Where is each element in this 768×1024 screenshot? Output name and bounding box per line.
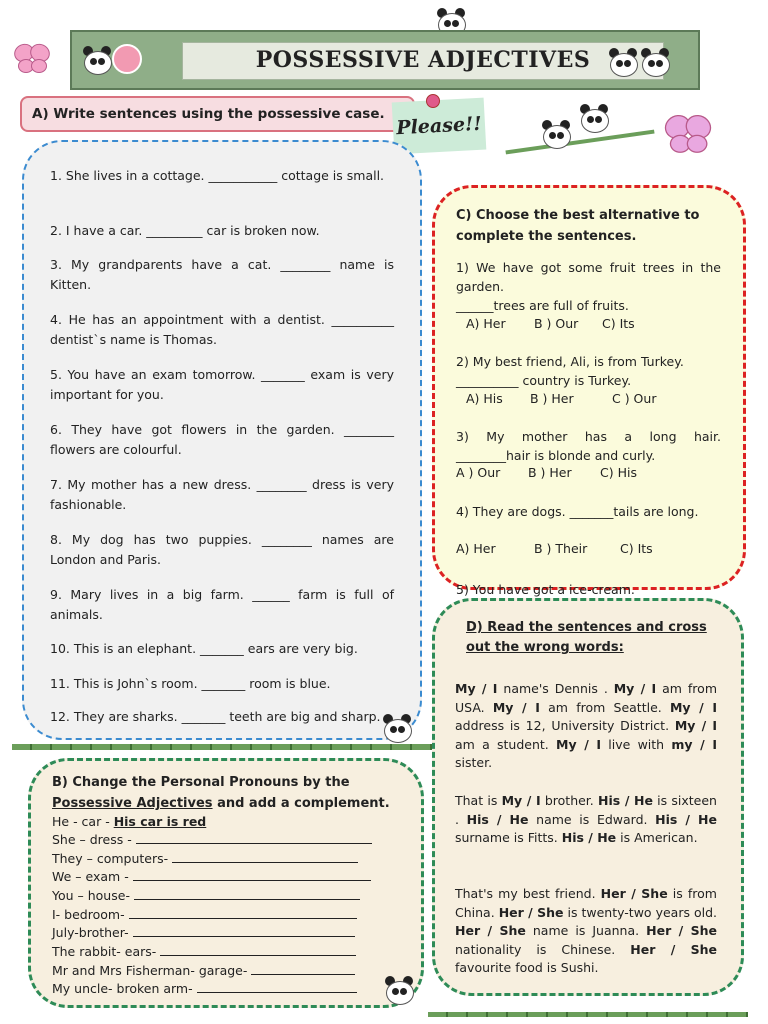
prompt-text: The rabbit- ears-: [52, 944, 157, 959]
option-c: C) Its: [602, 316, 635, 331]
paragraph-text: is sixteen .: [455, 793, 717, 827]
section-a-label: A) Write sentences using the possessive case.: [20, 96, 415, 132]
exercise-a-item: 4. He has an appointment with a dentist. __________ dentist`s name is Thomas.: [50, 312, 394, 347]
panda-icon: [382, 976, 416, 1006]
pronoun-choice[interactable]: My / I: [613, 681, 657, 696]
option-c: C ) Our: [612, 391, 657, 406]
paragraph-text: That's my best friend.: [455, 886, 601, 901]
section-a-box: [22, 140, 422, 740]
section-b-title-keyword: Possessive Adjectives: [52, 796, 213, 811]
exercise-a-item: 7. My mother has a new dress. ________ dress is very fashionable.: [50, 477, 394, 512]
paragraph-text: am from USA.: [455, 681, 717, 715]
pronoun-choice[interactable]: His / He: [598, 793, 653, 808]
panda-icon: [380, 714, 414, 744]
exercise-a-item: 5. You have an exam tomorrow. _______ exam is very important for you.: [50, 367, 394, 402]
question-text: 4) They are dogs. _______tails are long.: [456, 504, 699, 519]
option-a: A) Her: [456, 541, 496, 556]
pronoun-choice[interactable]: My / I: [501, 793, 541, 808]
option-b: B ) Her: [530, 391, 574, 406]
option-c: C) His: [600, 465, 637, 480]
option-a: A ) Our: [456, 465, 501, 480]
paragraph-juanna: [455, 885, 717, 978]
paragraph-text: am from Seattle.: [539, 699, 670, 715]
prompt-line: [52, 980, 357, 998]
paragraph-text: am a student.: [455, 736, 556, 752]
exercise-a-item: 9. Mary lives in a big farm. ______ farm is full of animals.: [50, 587, 394, 622]
example-prompt: He - car -: [52, 814, 114, 829]
exercise-a-item: 12. They are sharks. _______ teeth are big and sharp.: [50, 709, 381, 724]
prompt-line: [52, 962, 355, 980]
pin-icon: [426, 94, 440, 108]
exercise-a-item: 1. She lives in a cottage. ___________ cottage is small.: [50, 168, 385, 183]
pronoun-choice[interactable]: His / He: [561, 830, 617, 845]
prompt-line: [52, 850, 358, 868]
pronoun-choice[interactable]: Her / She: [455, 923, 526, 938]
prompt-text: Mr and Mrs Fisherman- garage-: [52, 963, 248, 978]
answer-blank[interactable]: [160, 944, 356, 956]
exercise-a-item: 8. My dog has two puppies. ________ names are London and Paris.: [50, 532, 394, 567]
question-text: 3) My mother has a long hair.: [456, 429, 721, 444]
question-text: ________hair is blonde and curly.: [456, 448, 656, 463]
panda-bamboo-illustration: [505, 100, 655, 175]
prompt-text: They – computers-: [52, 851, 169, 866]
answer-blank[interactable]: [136, 832, 372, 844]
bamboo-divider-bottom: [428, 1012, 748, 1017]
paragraph-text: name is Juanna.: [525, 923, 647, 938]
prompt-line: [52, 943, 356, 961]
question-text: __________ country is Turkey.: [456, 373, 632, 388]
section-b-title-text: and add a complement.: [212, 796, 390, 811]
answer-blank[interactable]: [133, 869, 371, 881]
prompt-text: You – house-: [52, 888, 130, 903]
panda-icon: [577, 104, 611, 134]
paragraph-text: That is: [455, 793, 502, 808]
section-d-title: D) Read the sentences and cross out the wrong words:: [466, 620, 707, 655]
exercise-a-item: 11. This is John`s room. _______ room is blue.: [50, 676, 331, 691]
panda-icon: [539, 120, 573, 150]
prompt-text: She – dress -: [52, 832, 132, 847]
prompt-line: [52, 831, 372, 849]
answer-blank[interactable]: [134, 888, 360, 900]
pronoun-choice[interactable]: My / I: [674, 718, 717, 733]
prompt-line: [52, 887, 360, 905]
example-line: [52, 813, 206, 831]
question-text: 2) My best friend, Ali, is from Turkey.: [456, 354, 684, 369]
prompt-text: We – exam -: [52, 869, 129, 884]
question-text: 5) You have got a ice-cream.: [456, 582, 635, 597]
question-text: ______trees are full of fruits.: [456, 298, 629, 313]
answer-blank[interactable]: [129, 907, 357, 919]
butterfly-icon: [12, 42, 52, 78]
pronoun-choice[interactable]: His / He: [655, 811, 717, 827]
question-text: 1) We have got some fruit trees in the garden.: [456, 260, 721, 294]
flower-icon: [112, 44, 142, 74]
paragraph-text: sister.: [455, 755, 493, 770]
panda-icon: [638, 48, 672, 78]
exercise-a-item: 10. This is an elephant. _______ ears are very big.: [50, 641, 358, 656]
panda-icon: [606, 48, 640, 78]
paragraph-text: nationality is Chinese.: [455, 941, 631, 957]
option-a: A) His: [466, 391, 503, 406]
answer-blank[interactable]: [133, 925, 355, 937]
paragraph-text: name is Edward.: [528, 811, 656, 827]
paragraph-text: live with: [601, 736, 672, 752]
paragraph-dennis: [455, 680, 717, 773]
panda-icon: [80, 46, 114, 76]
paragraph-text: name's Dennis .: [497, 681, 614, 696]
pronoun-choice[interactable]: Her / She: [600, 886, 668, 901]
answer-blank[interactable]: [251, 963, 355, 975]
paragraph-text: is American.: [616, 830, 698, 845]
prompt-line: [52, 868, 371, 886]
section-c-title: C) Choose the best alternative to complete the sentences.: [456, 208, 700, 244]
section-b-title-text: B) Change the Personal Pronouns by the: [52, 775, 350, 790]
paragraph-text: is twenty-two years old.: [563, 904, 718, 920]
paragraph-edward: [455, 792, 717, 848]
pronoun-choice[interactable]: My / I: [455, 681, 498, 696]
title-banner: [70, 30, 700, 90]
pronoun-choice[interactable]: My / I: [669, 699, 717, 715]
option-b: B ) Her: [528, 465, 572, 480]
pronoun-choice[interactable]: Her / She: [646, 923, 717, 938]
answer-blank[interactable]: [197, 981, 357, 993]
please-note: Please!!: [392, 98, 487, 155]
butterfly-icon: [662, 113, 714, 160]
paragraph-text: brother.: [540, 793, 599, 808]
option-c: C) Its: [620, 541, 653, 556]
paragraph-text: address is 12, University District.: [455, 718, 675, 733]
prompt-text: July-brother-: [52, 925, 129, 940]
prompt-text: I- bedroom-: [52, 907, 125, 922]
pronoun-choice[interactable]: Her / She: [630, 941, 717, 957]
prompt-text: My uncle- broken arm-: [52, 981, 193, 996]
paragraph-text: surname is Fitts.: [455, 830, 562, 845]
title-panel: [182, 42, 664, 80]
pronoun-choice[interactable]: my / I: [671, 736, 717, 752]
paragraph-text: favourite food is Sushi.: [455, 960, 599, 975]
option-b: B ) Our: [534, 316, 579, 331]
example-answer: His car is red: [113, 814, 207, 829]
paragraph-text: is from China.: [455, 886, 717, 920]
exercise-a-item: 3. My grandparents have a cat. ________ name is Kitten.: [50, 257, 394, 292]
pronoun-choice[interactable]: My / I: [492, 699, 540, 715]
exercise-a-item: 6. They have got flowers in the garden. ________ flowers are colourful.: [50, 422, 394, 457]
bamboo-divider-top: [12, 744, 432, 750]
prompt-line: [52, 924, 355, 942]
page-title: POSSESSIVE ADJECTIVES: [255, 47, 591, 73]
pronoun-choice[interactable]: My / I: [556, 736, 602, 752]
answer-blank[interactable]: [172, 851, 358, 863]
prompt-line: [52, 906, 357, 924]
exercise-a-item: 2. I have a car. _________ car is broken now.: [50, 223, 320, 238]
pronoun-choice[interactable]: His / He: [466, 811, 529, 827]
section-b-title: [52, 772, 392, 814]
option-b: B ) Their: [534, 541, 588, 556]
option-a: A) Her: [466, 316, 506, 331]
pronoun-choice[interactable]: Her / She: [498, 904, 564, 920]
